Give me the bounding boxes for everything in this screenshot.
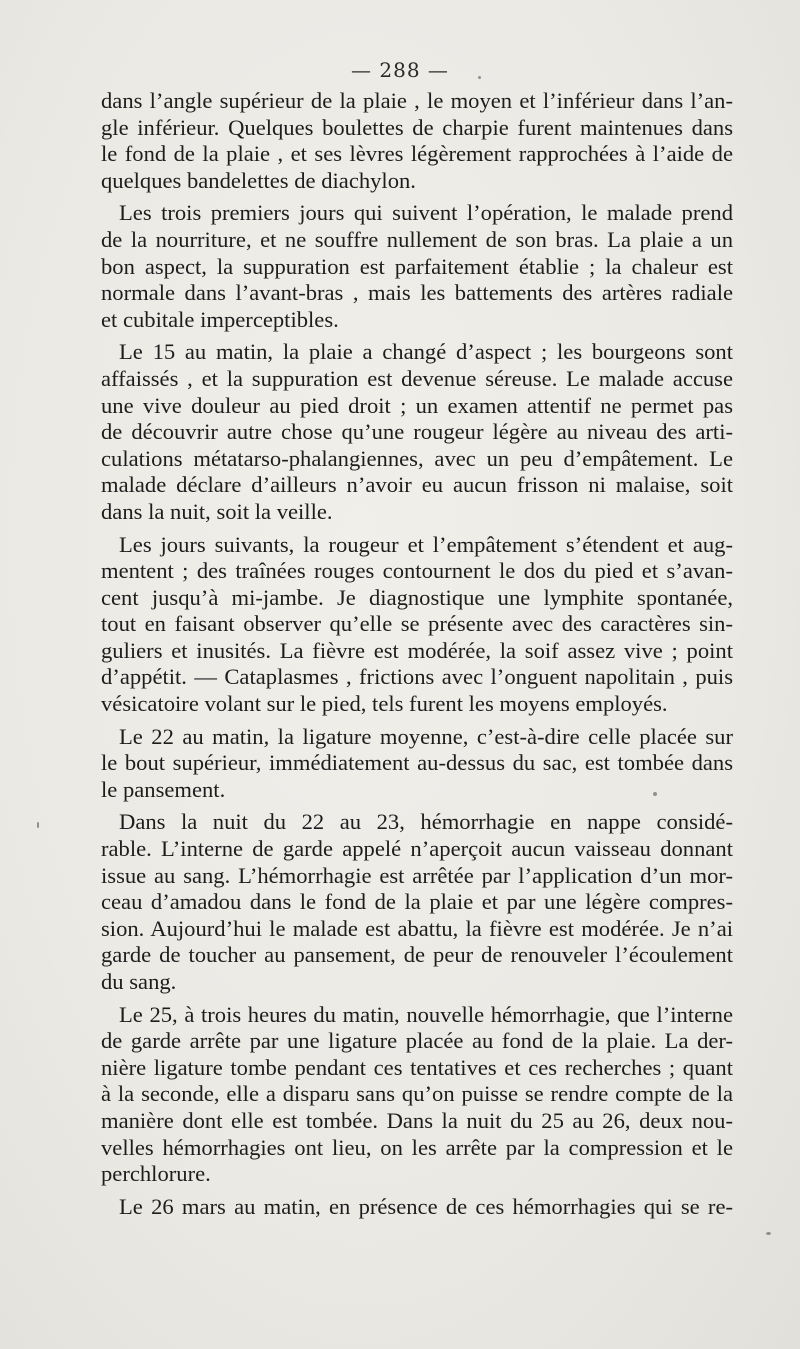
paragraph bbox=[101, 200, 733, 333]
text-line: une vive douleur au pied droit ; un examen attentif ne permet pas bbox=[101, 392, 733, 418]
text-line: gle inférieur. Quelques boulettes de charpie furent maintenues dans bbox=[101, 114, 733, 140]
text-line: vésicatoire volant sur le pied, tels furent les moyens employés. bbox=[101, 691, 668, 717]
text-line: guliers et inusités. La fièvre est modérée, la soif assez vive ; point bbox=[101, 637, 733, 663]
text-line: nière ligature tombe pendant ces tentatives et ces recherches ; quant bbox=[101, 1054, 733, 1080]
text-line: de découvrir autre chose qu’une rougeur légère au niveau des arti- bbox=[101, 419, 733, 445]
text-line: de la nourriture, et ne souffre nullement de son bras. La plaie a un bbox=[101, 226, 733, 252]
paragraph bbox=[101, 724, 733, 804]
text-line: le pansement. bbox=[101, 776, 226, 802]
text-line: cent jusqu’à mi-jambe. Je diagnostique une lymphite spontanée, bbox=[101, 584, 733, 610]
text-line: velles hémorrhagies ont lieu, on les arrête par la compression et le bbox=[101, 1134, 733, 1160]
text-line: ceau d’amadou dans le fond de la plaie et par une légère compres- bbox=[101, 889, 733, 915]
page-number: — 288 — bbox=[351, 58, 449, 82]
paragraph bbox=[101, 88, 733, 194]
text-line: normale dans l’avant-bras , mais les battements des artères radiale bbox=[101, 280, 733, 306]
text-line: dans l’angle supérieur de la plaie , le moyen et l’inférieur dans l’an- bbox=[101, 88, 733, 113]
text-line: et cubitale imperceptibles. bbox=[101, 306, 339, 332]
text-line: manière dont elle est tombée. Dans la nuit du 25 au 26, deux nou- bbox=[101, 1107, 733, 1133]
text-line: bon aspect, la suppuration est parfaitement établie ; la chaleur est bbox=[101, 253, 733, 279]
print-speck bbox=[766, 1232, 771, 1235]
text-line: garde de toucher au pansement, de peur de renouveler l’écoulement bbox=[101, 942, 733, 968]
text-line: dans la nuit, soit la veille. bbox=[101, 498, 333, 524]
text-line: du sang. bbox=[101, 969, 177, 994]
text-line: le bout supérieur, immédiatement au-dessus du sac, est tombée dans bbox=[101, 750, 733, 776]
text-line: perchlorure. bbox=[101, 1161, 211, 1187]
text-line: à la seconde, elle a disparu sans qu’on puisse se rendre compte de la bbox=[101, 1081, 733, 1107]
text-line: malade déclare d’ailleurs n’avoir eu aucun frisson ni malaise, soit bbox=[101, 472, 733, 498]
text-line: issue au sang. L’hémorrhagie est arrêtée par l’application d’un mor- bbox=[101, 862, 733, 888]
paragraph bbox=[101, 1194, 733, 1221]
text-line: sion. Aujourd’hui le malade est abattu, la fièvre est modérée. Je n’ai bbox=[101, 915, 733, 941]
print-speck bbox=[37, 822, 39, 828]
paragraph bbox=[101, 1002, 733, 1188]
text-line: Les jours suivants, la rougeur et l’empâtement s’étendent et aug- bbox=[119, 531, 733, 557]
text-line: affaissés , et la suppuration est devenue séreuse. Le malade accuse bbox=[101, 365, 733, 391]
text-line: Le 22 au matin, la ligature moyenne, c’est-à-dire celle placée sur bbox=[119, 723, 733, 749]
print-speck bbox=[653, 792, 657, 796]
text-line: Les trois premiers jours qui suivent l’opération, le malade prend bbox=[119, 200, 733, 226]
text-line: de garde arrête par une ligature placée au fond de la plaie. La der- bbox=[101, 1028, 733, 1054]
text-line: mentent ; des traînées rouges contournent le dos du pied et s’avan- bbox=[101, 558, 733, 584]
paragraph bbox=[101, 339, 733, 525]
text-line: quelques bandelettes de diachylon. bbox=[101, 167, 416, 193]
text-line: Le 15 au matin, la plaie a changé d’aspect ; les bourgeons sont bbox=[119, 339, 733, 365]
text-line: culations métatarso-phalangiennes, avec un peu d’empâtement. Le bbox=[101, 445, 733, 471]
text-line: d’appétit. — Cataplasmes , frictions avec l’onguent napolitain , puis bbox=[101, 664, 733, 690]
paragraph bbox=[101, 809, 733, 995]
text-line: tout en faisant observer qu’elle se présente avec des caractères sin- bbox=[101, 611, 733, 637]
text-body bbox=[101, 88, 733, 1226]
text-line: le fond de la plaie , et ses lèvres légèrement rapprochées à l’aide de bbox=[101, 141, 733, 167]
text-line: Dans la nuit du 22 au 23, hémorrhagie en nappe considé- bbox=[119, 809, 733, 835]
text-line: Le 26 mars au matin, en présence de ces hémorrhagies qui se re- bbox=[119, 1193, 733, 1219]
print-speck bbox=[478, 76, 481, 79]
text-line: rable. L’interne de garde appelé n’aperçoit aucun vaisseau donnant bbox=[101, 836, 733, 862]
text-line: Le 25, à trois heures du matin, nouvelle hémorrhagie, que l’interne bbox=[119, 1001, 733, 1027]
paragraph bbox=[101, 532, 733, 718]
